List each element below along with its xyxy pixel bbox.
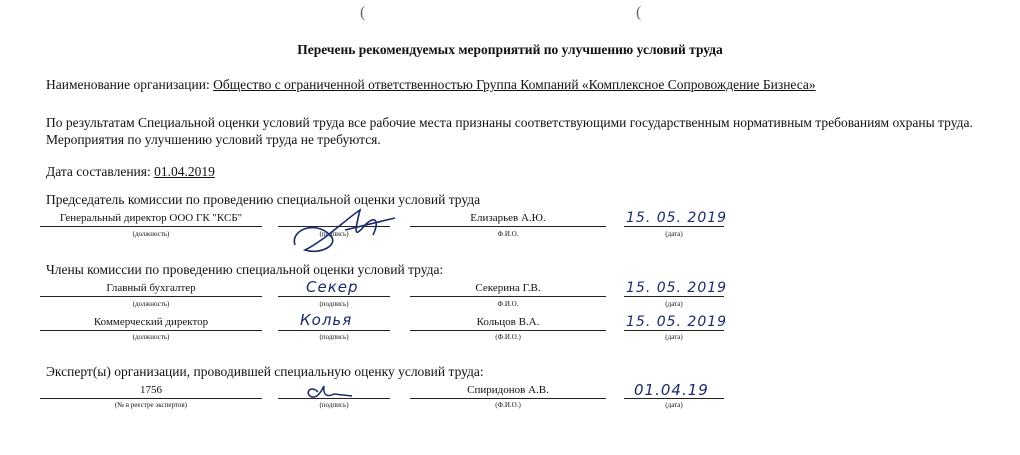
member-1-name-line [410,296,606,297]
member-1-name-caption: Ф.И.О. [497,300,519,308]
scan-mark-left: ( [360,4,366,21]
chairman-position-caption: (должность) [132,230,170,238]
member-1-signature-line [278,296,390,297]
date-row [46,164,215,180]
member-1-position: Главный бухгалтер [106,282,196,294]
chairman-position: Генеральный директор ООО ГК "КСБ" [59,212,243,224]
expert-date-line [624,398,724,399]
date-value: 01.04.2019 [154,164,215,179]
member-1-signature: Секер [306,278,359,296]
chairman-signature-caption: (подпись) [319,230,349,238]
chairman-date-caption: (дата) [665,230,683,238]
member-2-signature-line [278,330,390,331]
member-1-position-line [40,296,262,297]
expert-date-handwritten: 01.04.19 [634,381,709,399]
expert-registry-number: 1756 [140,384,162,396]
chairman-name-line [410,226,606,227]
page-title: Перечень рекомендуемых мероприятий по улучшению условий труда [297,42,723,57]
member-1-position-caption: (должность) [132,300,170,308]
organization-name: Общество с ограниченной ответственностью Группа Компаний «Комплексное Сопровождение Бизнеса» [213,77,816,92]
date-label: Дата составления: [46,164,151,179]
member-2-date-caption: (дата) [665,333,683,341]
expert-registry-caption: (№ в реестре экспертов) [114,401,187,409]
chairman-position-line [40,226,262,227]
chairman-name-caption: Ф.И.О. [497,230,519,238]
chairman-date-handwritten: 15. 05. 2019 [626,210,728,226]
expert-name: Спиридонов А.В. [467,384,549,396]
expert-heading: Эксперт(ы) организации, проводившей специальную оценку условий труда: [46,364,484,379]
member-2-date-line [624,330,724,331]
member-2-signature-caption: (подпись) [319,333,349,341]
member-2-signature: Колья [300,311,353,329]
member-2-position-caption: (должность) [132,333,170,341]
organization-label: Наименование организации: [46,77,210,92]
expert-name-line [410,398,606,399]
member-1-date-handwritten: 15. 05. 2019 [626,280,728,296]
expert-signature-line [278,398,390,399]
members-heading: Члены комиссии по проведению специальной оценки условий труда: [46,262,444,277]
summary-text: По результатам Специальной оценки условий труда все рабочие места признаны соответствующими государственным нормативным требованиям охраны труда. Мероприятия по улучшению условий труда не требуются. [46,115,973,147]
member-2-name-caption: (Ф.И.О.) [495,333,521,341]
scan-mark-right: ( [636,4,642,21]
chairman-date-line [624,226,724,227]
member-2-position-line [40,330,262,331]
expert-date-caption: (дата) [665,401,683,409]
member-2-name: Кольцов В.А. [476,316,540,328]
expert-registry-line [40,398,262,399]
organization-row [46,77,816,93]
chairman-name: Елизарьев А.Ю. [470,212,546,224]
chairman-signature [285,200,405,260]
member-2-position: Коммерческий директор [93,316,209,328]
member-1-date-caption: (дата) [665,300,683,308]
member-2-date-handwritten: 15. 05. 2019 [626,314,728,330]
member-1-signature-caption: (подпись) [319,300,349,308]
member-1-name: Секерина Г.В. [475,282,541,294]
expert-signature-caption: (подпись) [319,401,349,409]
chairman-heading: Председатель комиссии по проведению специальной оценки условий труда [46,192,481,207]
member-1-date-line [624,296,724,297]
member-2-name-line [410,330,606,331]
expert-name-caption: (Ф.И.О.) [495,401,521,409]
